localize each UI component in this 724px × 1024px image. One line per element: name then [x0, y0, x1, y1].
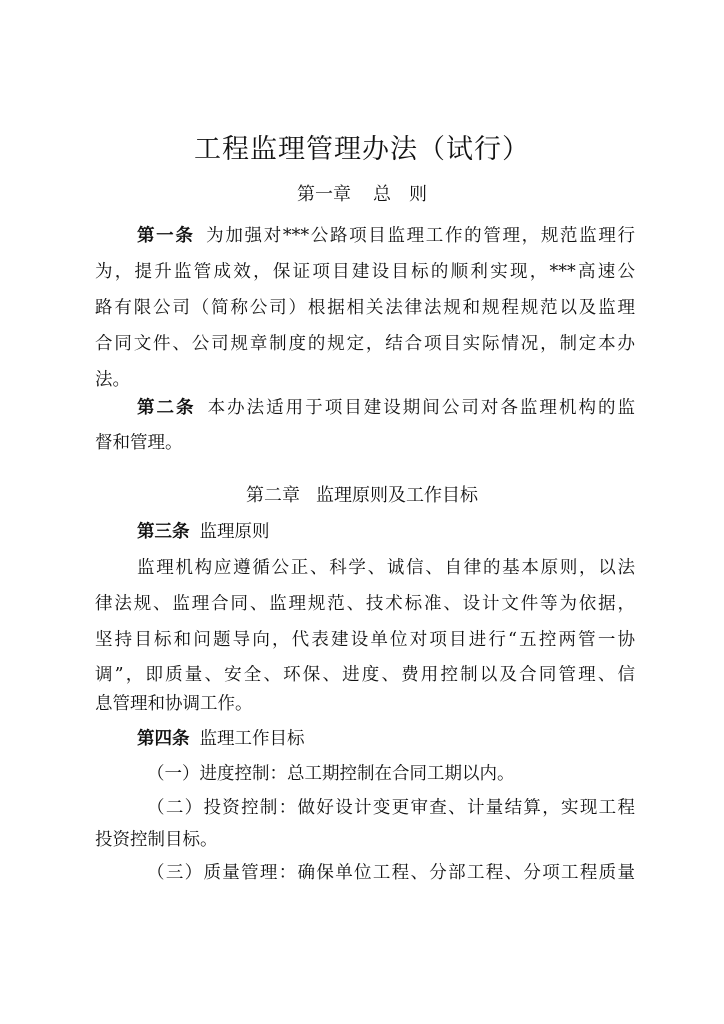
- article-3-line-2: 律法规、监理合同、监理规范、技术标准、设计文件等为依据，: [95, 594, 635, 614]
- article-4-item-2: （二）投资控制：做好设计变更审查、计量结算，实现工程: [147, 798, 635, 818]
- article-2-line-1: [137, 396, 635, 420]
- article-1-line-1: [137, 224, 635, 248]
- chapter-2-name: 监理原则及工作目标: [316, 485, 478, 506]
- chapter-1-label: 第一章: [297, 184, 351, 205]
- article-1-text-1: 为加强对***公路项目监理工作的管理，规范监理行: [204, 226, 636, 246]
- article-1-label: 第一条: [137, 226, 195, 246]
- article-2-label: 第二条: [137, 398, 196, 418]
- article-4-item-1: （一）进度控制：总工期控制在合同工期以内。: [147, 764, 515, 784]
- article-4-item-2-cont: 投资控制目标。: [95, 830, 218, 850]
- article-3-line-4: 调”，即质量、安全、环保、进度、费用控制以及合同管理、信: [95, 665, 635, 685]
- article-4-item-3: （三）质量管理：确保单位工程、分部工程、分项工程质量: [147, 863, 635, 883]
- chapter-2-label: 第二章: [246, 485, 300, 506]
- chapter-2-heading: [0, 481, 724, 507]
- article-1-line-4: 合同文件、公司规章制度的规定，结合项目实际情况，制定本办: [95, 334, 635, 354]
- article-3-line-1: 监理机构应遵循公正、科学、诚信、自律的基本原则，以法: [137, 558, 635, 578]
- article-3-title: 监理原则: [199, 522, 270, 542]
- article-2-line-2: 督和管理。: [95, 433, 183, 453]
- article-4-title: 监理工作目标: [199, 729, 305, 749]
- article-1-line-3: 路有限公司（简称公司）根据相关法律法规和规程规范以及监理: [95, 298, 635, 318]
- article-3-heading: [137, 520, 635, 544]
- article-1-line-5: 法。: [95, 370, 130, 390]
- chapter-1-heading: [0, 180, 724, 206]
- article-3-label: 第三条: [137, 522, 190, 542]
- article-4-label: 第四条: [137, 729, 190, 749]
- article-1-line-2: 为，提升监管成效，保证项目建设目标的顺利实现，***高速公: [95, 262, 635, 282]
- chapter-1-name: 总 则: [373, 184, 427, 205]
- article-2-text-1: 本办法适用于项目建设期间公司对各监理机构的监: [205, 398, 636, 418]
- article-3-line-3: 坚持目标和问题导向，代表建设单位对项目进行“五控两管一协: [95, 630, 635, 650]
- article-4-heading: [137, 727, 635, 751]
- document-title: 工程监理管理办法（试行）: [194, 134, 530, 165]
- article-3-line-5: 息管理和协调工作。: [95, 694, 253, 714]
